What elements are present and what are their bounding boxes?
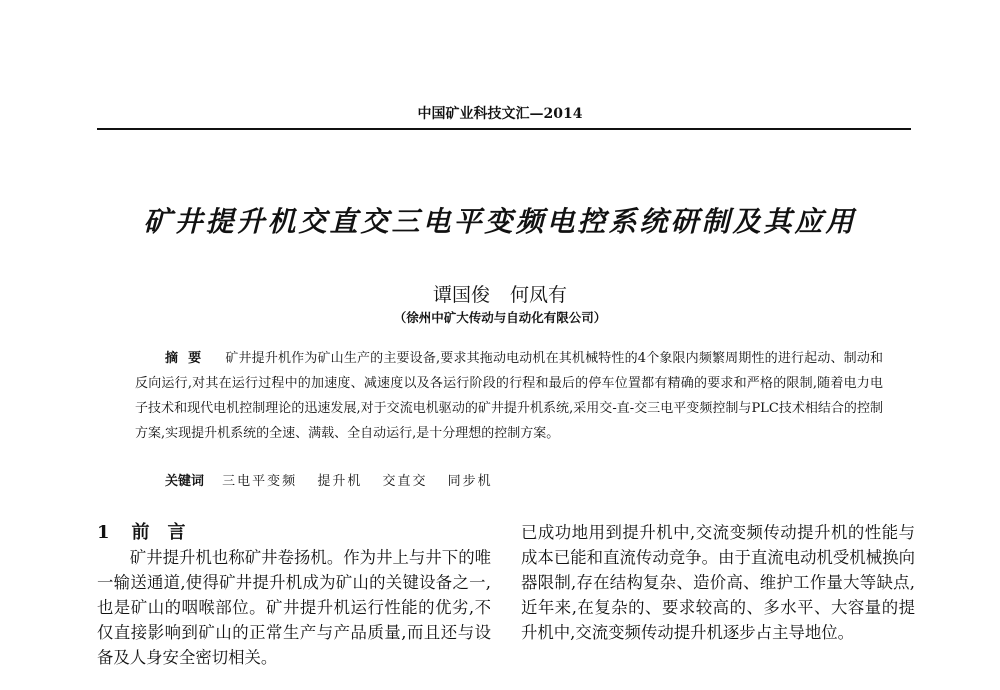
header-rule — [97, 128, 911, 130]
abstract-text: 矿井提升机作为矿山生产的主要设备,要求其拖动电动机在其机械特性的4个象限内频繁周期性的进行起动、制动和反向运行,对其在运行过程中的加速度、减速度以及各运行阶段的行程和最后的停车位置都有精确的要求和严格的限制,随着电力电子技术和现代电机控制理论的迅速发展,对于交流电机驱动的矿井提升机系统,采用交-直-交三电平变频控制与PLC技术相结合的控制方案,实现提升机系统的全速、满载、全自动运行,是十分理想的控制方案。 — [135, 351, 883, 441]
section-heading — [97, 520, 491, 545]
section-number: 1 — [97, 522, 110, 543]
keyword: 同步机 — [447, 474, 493, 489]
affiliation: （徐州中矿大传动与自动化有限公司） — [393, 310, 607, 325]
keyword: 提升机 — [317, 474, 363, 489]
section-title: 前言 — [131, 522, 204, 543]
paragraph: 已成功地用到提升机中,交流变频传动提升机的性能与成本已能和直流传动竞争。由于直流电动机受机械换向器限制,存在结构复杂、造价高、维护工作量大等缺点,近年来,在复杂的、要求较高的、多水平、大容量的提升机中,交流变频传动提升机逐步占主导地位。 — [521, 523, 915, 642]
right-column — [521, 520, 915, 645]
paragraph: 矿井提升机也称矿井卷扬机。作为井上与井下的唯一输送通道,使得矿井提升机成为矿山的关键设备之一,也是矿山的咽喉部位。矿井提升机运行性能的优劣,不仅直接影响到矿山的正常生产与产品质量,而且还与设备及人身安全密切相关。 — [97, 548, 491, 667]
abstract — [135, 346, 883, 446]
journal-header: 中国矿业科技文汇—2014 — [417, 106, 583, 122]
left-column — [97, 520, 491, 670]
keywords — [165, 470, 509, 489]
paper-title: 矿井提升机交直交三电平变频电控系统研制及其应用 — [143, 205, 857, 238]
keyword: 三电平变频 — [222, 474, 298, 489]
keywords-label: 关键词 — [165, 474, 205, 489]
authors: 谭国俊 何凤有 — [432, 284, 568, 306]
keyword: 交直交 — [382, 474, 428, 489]
abstract-label: 摘要 — [165, 351, 212, 366]
